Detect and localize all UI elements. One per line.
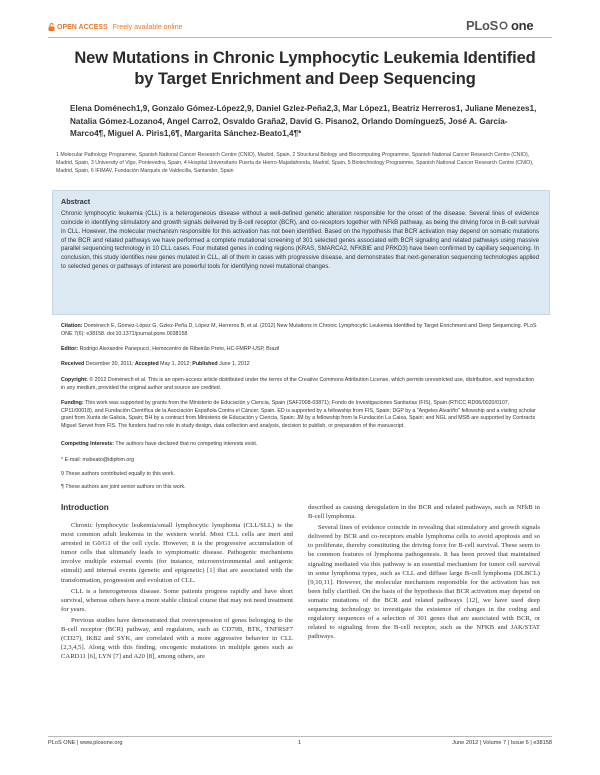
funding-label: Funding: — [61, 400, 84, 406]
journal-logo-text: PLoS — [466, 18, 499, 33]
header-rule — [48, 37, 552, 38]
equal-contribution-note: 9 These authors contributed equally to this work. — [61, 471, 175, 477]
author-list: Elena Doménech1,9, Gonzalo Gómez-López2,9, Daniel Gzlez-Peña2,3, Mar López1, Beatriz Herreros1, Juliane Menezes1, Natalia Gómez-Lozano4, Angel Carro2, Osvaldo Graña2, David G. Pisano2, Orlando Domínguez5, José A. García-Marco4¶, Miguel A. Piris1,6¶, Margarita Sánchez-Beato1,4¶* — [70, 104, 537, 138]
copyright — [61, 377, 539, 392]
competing-interests — [61, 441, 539, 449]
footer-issue: June 2012 | Volume 7 | Issue 6 | e38158 — [452, 740, 552, 746]
affiliations: 1 Molecular Pathology Programme, Spanish National Cancer Research Centre (CNIO), Madrid, Spain, 2 Structural Biology and Biocomputing Programme, Spanish National Cancer Research Centre (CNIO), Madrid, Spain, 3 University of Vigo, Pontevedra, Spain, 4 Hospital Universitario Puerta de Hierro-Majadahonda, Madrid, Spain, 5 Biotechnology Programme, Spanish National Cancer Research Centre (CNIO), Madrid, Spain, 6 IFIMAV, Fundación Marqués de Valdecilla, Santander, Spain — [56, 152, 534, 174]
intro-paragraph: Chronic lymphocytic leukemia/small lymphocytic lymphoma (CLL/SLL) is the most common adult leukemia in the western world. Most CLL cells are inert and arrested in G0/G1 of the cell cycle. However, it is the progressive accumulation of tumor cells that ultimately leads to symptomatic disease. Pathogenic mechanisms involve multiple external events (for instance, microenvironmental and antigenic stimuli) and internal events (genetic and epigenetic) [1] that are associated with the transformation, progression and evolution of CLL. — [61, 522, 293, 584]
accepted-date: May 1, 2012; — [160, 361, 191, 367]
intro-right-column — [308, 503, 540, 643]
logo-circle-icon — [499, 21, 508, 30]
published-date: June 1, 2012 — [219, 361, 250, 367]
published-label: Published — [192, 361, 218, 367]
abstract-text: Chronic lymphocytic leukemia (CLL) is a heterogeneous disease without a well-defined genetic alteration responsible for the onset of the disease. Several lines of evidence coincide in identifying stimulatory and growth signals delivered by B-cell receptor (BCR), and co-receptors together with NFkB pathway, as being the driving force in B-cell survival in CLL. However, the molecular mechanism responsible for this activation has not been identified. Based on the hypothesis that BCR activation may depend on somatic mutations of the BCR and related pathways we have performed a complete mutational screening of 301 selected genes associated with BCR signaling and related pathways using massive parallel sequencing technology in 10 CLL cases. Four mutated genes in coding regions (KRAS, SMARCA2, NFKBIE and PRKD3) have been confirmed by capillary sequencing. In conclusion, this study identifies new genes mutated in CLL, all of them in cases with progressive disease, and demonstrates that next-generation sequencing technologies applied to selected genes or pathways of interest are powerful tools for identifying novel mutational changes. — [61, 211, 539, 271]
introduction-heading: Introduction — [61, 503, 109, 512]
footer-journal[interactable]: PLoS ONE | www.plosone.org — [48, 740, 123, 746]
abstract-heading: Abstract — [61, 197, 91, 206]
free-online-label: Freely available online — [112, 23, 183, 31]
article-title: New Mutations in Chronic Lymphocytic Leukemia Identified by Target Enrichment and Deep Sequencing — [74, 49, 536, 88]
journal-logo-suffix: one — [511, 18, 534, 33]
page-number: 1 — [298, 740, 302, 746]
intro-paragraph: described as causing deregulation in the BCR and related pathways, such as NFkB in B-cell lymphoma. — [308, 504, 540, 521]
open-access-banner — [48, 23, 182, 31]
email[interactable]: * E-mail: msbeato@idiphim.org — [61, 457, 135, 463]
open-access-label: OPEN ACCESS — [57, 23, 108, 31]
received-date: December 30, 2011; — [85, 361, 134, 367]
intro-left-column — [61, 521, 293, 663]
intro-paragraph: Previous studies have demonstrated that overexpression of genes belonging to the B-cell receptor (BCR) pathway, and regulators, such as CD79B, BTK, TNFRSF7 (CD27), IKB2 and SYK, are correlated with a more aggressive behavior in CLL [2,3,4,5]. Along with this finding, oncogenic mutations in multiple genes such as CARD11 [6], LYN [7] and A20 [8], among others, are — [61, 616, 293, 661]
editor-text: Rodrigo Alexandre Panepucci, Hemocentro de Ribeirão Preto, HC-FMRP-USP, Brazil — [79, 346, 280, 352]
dates — [61, 361, 539, 369]
copyright-text: © 2012 Doménech et al. This is an open-access article distributed under the terms of the Creative Commons Attribution License, which permits unrestricted use, distribution, and reproduction in any medium, provided the original author and source are credited. — [61, 377, 535, 391]
footer-rule — [48, 736, 552, 737]
open-lock-icon — [48, 23, 55, 31]
competing-label: Competing Interests: — [61, 441, 114, 447]
intro-paragraph: CLL is a heterogeneous disease. Some patients progress rapidly and have short survival, whereas others have a more stable clinical course that may not need treatment for years. — [61, 587, 293, 613]
citation-label: Citation: — [61, 323, 83, 329]
editor-label: Editor: — [61, 346, 79, 352]
citation — [61, 323, 539, 338]
citation-text: Doménech E, Gómez-López G, Gzlez-Peña D, López M, Herreros B, et al. (2012) New Mutations in Chronic Lymphocytic Leukemia Identified by Target Enrichment and Deep Sequencing. PLoS ONE 7(6): e38158. doi:10.1371/journal.pone.0038158 — [61, 323, 537, 337]
funding-text: This work was supported by grants from the Ministerio de Educación y Ciencia, Spain (SAF2008-03871); Fondo de Investigaciones Sanitarias (FIS), Spain (RTICC RD06/0020/0107, CP11/00018), and Fundación Científica de la Asociación Española Contra el Cáncer, Spain. ED is supported by a fellowship from FIS, Spain; DGP by a "Angeles Alvariño" fellowship and a visiting scholar grant from Xunta de Galicia, Spain; BH by a contract from Ministerio de Educación y Ciencia, Spain; JM by a fellowship from la Fundación La Caixa, Spain; and NGL and MSB are supported by Contracts Miguel Servet from FIS. The funders had no role in study design, data collection and analysis, decision to publish, or preparation of the manuscript. — [61, 400, 536, 429]
intro-paragraph: Several lines of evidence coincide in revealing that stimulatory and growth signals delivered by BCR and co-receptors enable lymphoma cells to avoid apoptosis and so to proliferate, thereby constituting the driving force for B-cell survival. These seem to be common features of lymphoma pathogenesis. It has been proved that maintained signaling mediated via this pathway is an essential mechanism for tumor cell survival in some lymphoma types, such as CLL and diffuse large B-cell lymphoma (DLBCL) [9,10,11]. However, the molecular mechanism responsible for the activation has not been fully clarified. On the basis of the hypothesis that BCR activation may depend on somatic mutations of the BCR and related pathways [12], we have used deep sequencing technology to investigate the existence of changes in the coding and regulatory sequences of a selection of 301 genes that are associated with BCR, or related to signaling from the B-cell receptor, such as the NFKB and JAK/STAT pathways. — [308, 524, 540, 641]
competing-text: The authors have declared that no competing interests exist. — [115, 441, 258, 447]
joint-senior-note: ¶ These authors are joint senior authors on this work. — [61, 484, 186, 490]
journal-logo — [466, 18, 533, 33]
editor — [61, 346, 539, 354]
funding — [61, 400, 539, 430]
received-label: Received — [61, 361, 85, 367]
copyright-label: Copyright: — [61, 377, 88, 383]
accepted-label: Accepted — [134, 361, 159, 367]
